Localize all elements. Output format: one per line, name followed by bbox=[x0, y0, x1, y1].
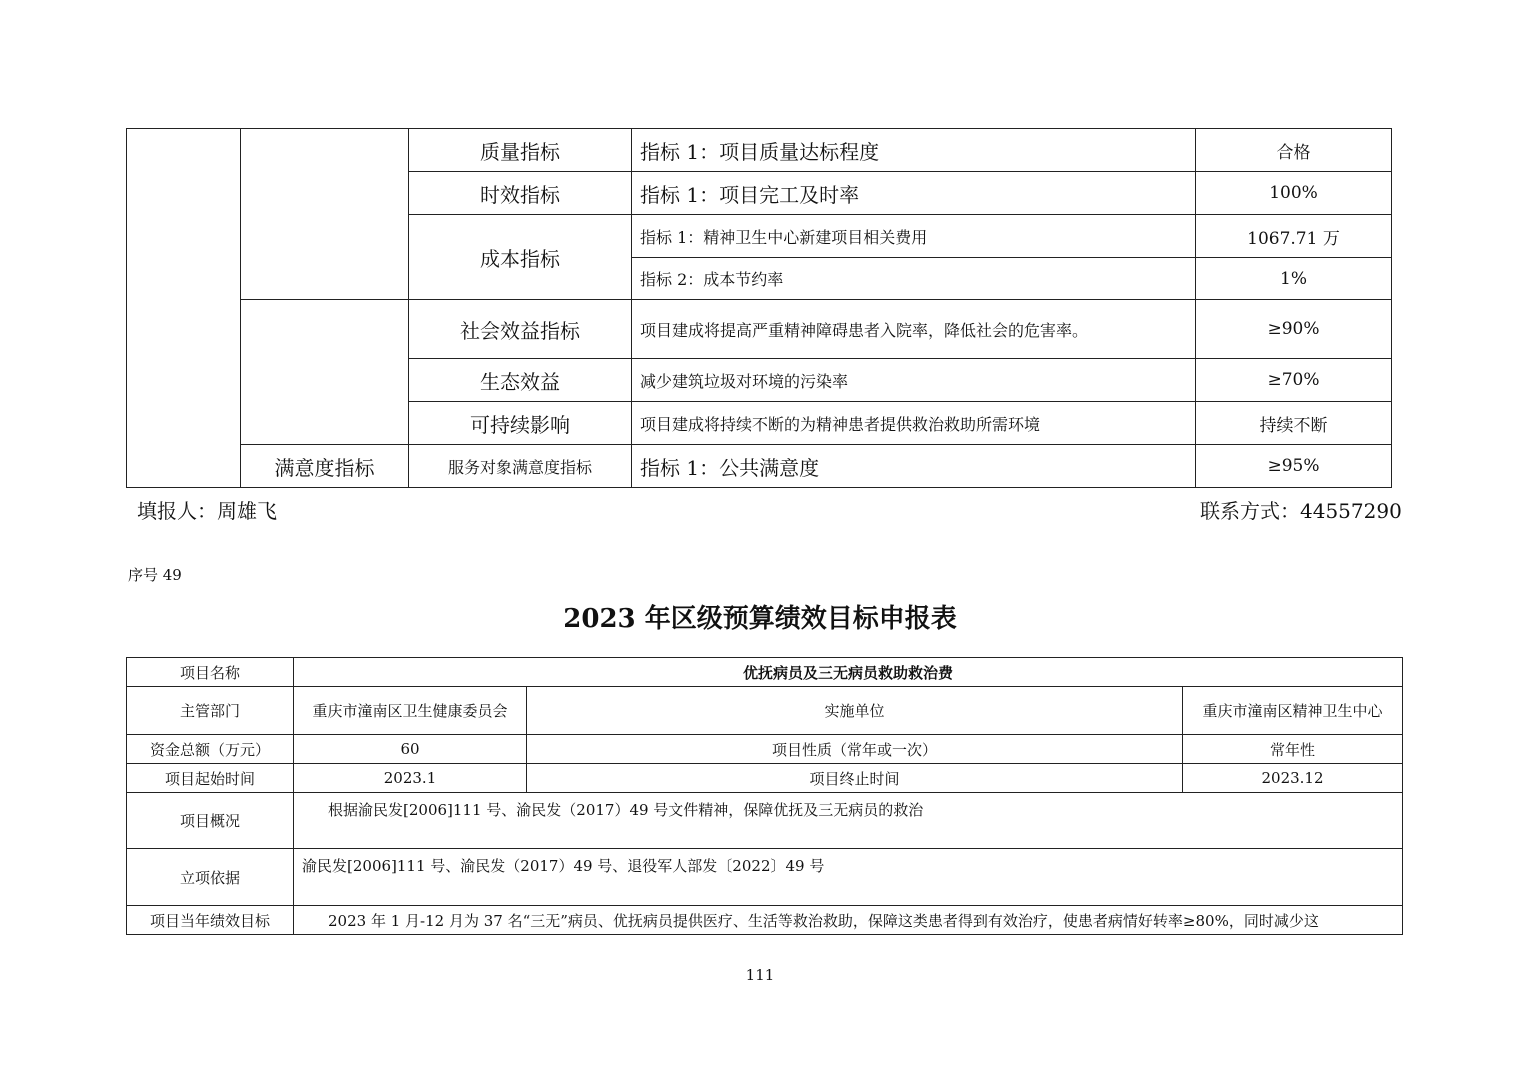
category-cell: 社会效益指标 bbox=[409, 300, 632, 359]
goal-value: 2023 年 1 月-12 月为 37 名“三无”病员、优抚病员提供医疗、生活等救治救助，保障这类患者得到有效治疗，使患者病情好转率≥80%，同时减少这 bbox=[294, 906, 1403, 935]
impl-label: 实施单位 bbox=[527, 687, 1183, 735]
table-row bbox=[127, 849, 1403, 906]
page-number: 111 bbox=[745, 966, 775, 984]
value-cell: 持续不断 bbox=[1196, 402, 1392, 445]
table-row bbox=[127, 906, 1403, 935]
indicator-cell: 项目建成将持续不断的为精神患者提供救治救助所需环境 bbox=[632, 402, 1196, 445]
project-name-label: 项目名称 bbox=[127, 658, 294, 687]
page-title: 2023 年区级预算绩效目标申报表 bbox=[563, 604, 957, 634]
fund-label: 资金总额（万元） bbox=[127, 735, 294, 764]
value-cell: ≥70% bbox=[1196, 359, 1392, 402]
table-row bbox=[127, 658, 1403, 687]
serial-number: 序号 49 bbox=[128, 566, 182, 584]
table-row bbox=[127, 687, 1403, 735]
category-cell: 时效指标 bbox=[409, 172, 632, 215]
table-row bbox=[127, 764, 1403, 793]
end-label: 项目终止时间 bbox=[527, 764, 1183, 793]
project-name-value: 优抚病员及三无病员救助救治费 bbox=[294, 658, 1403, 687]
indicator-cell: 指标 1：项目完工及时率 bbox=[632, 172, 1196, 215]
table-row bbox=[127, 735, 1403, 764]
primary-category-cell: 满意度指标 bbox=[241, 445, 409, 488]
value-cell: 1067.71 万 bbox=[1196, 215, 1392, 258]
start-value: 2023.1 bbox=[294, 764, 527, 793]
indicator-cell: 指标 1：精神卫生中心新建项目相关费用 bbox=[632, 215, 1196, 258]
indicator-table bbox=[126, 128, 1392, 488]
indicator-cell: 项目建成将提高严重精神障碍患者入院率，降低社会的危害率。 bbox=[632, 300, 1196, 359]
table-row bbox=[127, 300, 1392, 359]
end-value: 2023.12 bbox=[1183, 764, 1403, 793]
value-cell: 100% bbox=[1196, 172, 1392, 215]
table-row bbox=[127, 445, 1392, 488]
outer-category-cell bbox=[127, 129, 241, 488]
basis-label: 立项依据 bbox=[127, 849, 294, 906]
primary-category-cell bbox=[241, 300, 409, 445]
category-cell: 可持续影响 bbox=[409, 402, 632, 445]
category-cell: 服务对象满意度指标 bbox=[409, 445, 632, 488]
value-cell: 1% bbox=[1196, 258, 1392, 300]
basis-value: 渝民发[2006]111 号、渝民发（2017）49 号、退役军人部发〔2022〕49 号 bbox=[294, 849, 1403, 906]
value-cell: 合格 bbox=[1196, 129, 1392, 172]
fund-value: 60 bbox=[294, 735, 527, 764]
nature-label: 项目性质（常年或一次） bbox=[527, 735, 1183, 764]
indicator-cell: 指标 2：成本节约率 bbox=[632, 258, 1196, 300]
contact-info: 联系方式：44557290 bbox=[1200, 499, 1402, 523]
category-cell: 生态效益 bbox=[409, 359, 632, 402]
impl-value: 重庆市潼南区精神卫生中心 bbox=[1183, 687, 1403, 735]
primary-category-cell bbox=[241, 129, 409, 300]
indicator-cell: 指标 1：公共满意度 bbox=[632, 445, 1196, 488]
start-label: 项目起始时间 bbox=[127, 764, 294, 793]
value-cell: ≥90% bbox=[1196, 300, 1392, 359]
reporter-name: 填报人：周雄飞 bbox=[137, 499, 277, 523]
category-cell: 质量指标 bbox=[409, 129, 632, 172]
overview-value: 根据渝民发[2006]111 号、渝民发（2017）49 号文件精神，保障优抚及三无病员的救治 bbox=[294, 793, 1403, 849]
indicator-cell: 指标 1：项目质量达标程度 bbox=[632, 129, 1196, 172]
overview-label: 项目概况 bbox=[127, 793, 294, 849]
indicator-cell: 减少建筑垃圾对环境的污染率 bbox=[632, 359, 1196, 402]
table-row bbox=[127, 129, 1392, 172]
goal-label: 项目当年绩效目标 bbox=[127, 906, 294, 935]
nature-value: 常年性 bbox=[1183, 735, 1403, 764]
dept-label: 主管部门 bbox=[127, 687, 294, 735]
table-row bbox=[127, 793, 1403, 849]
budget-table bbox=[126, 657, 1403, 935]
value-cell: ≥95% bbox=[1196, 445, 1392, 488]
category-cell: 成本指标 bbox=[409, 215, 632, 300]
dept-value: 重庆市潼南区卫生健康委员会 bbox=[294, 687, 527, 735]
